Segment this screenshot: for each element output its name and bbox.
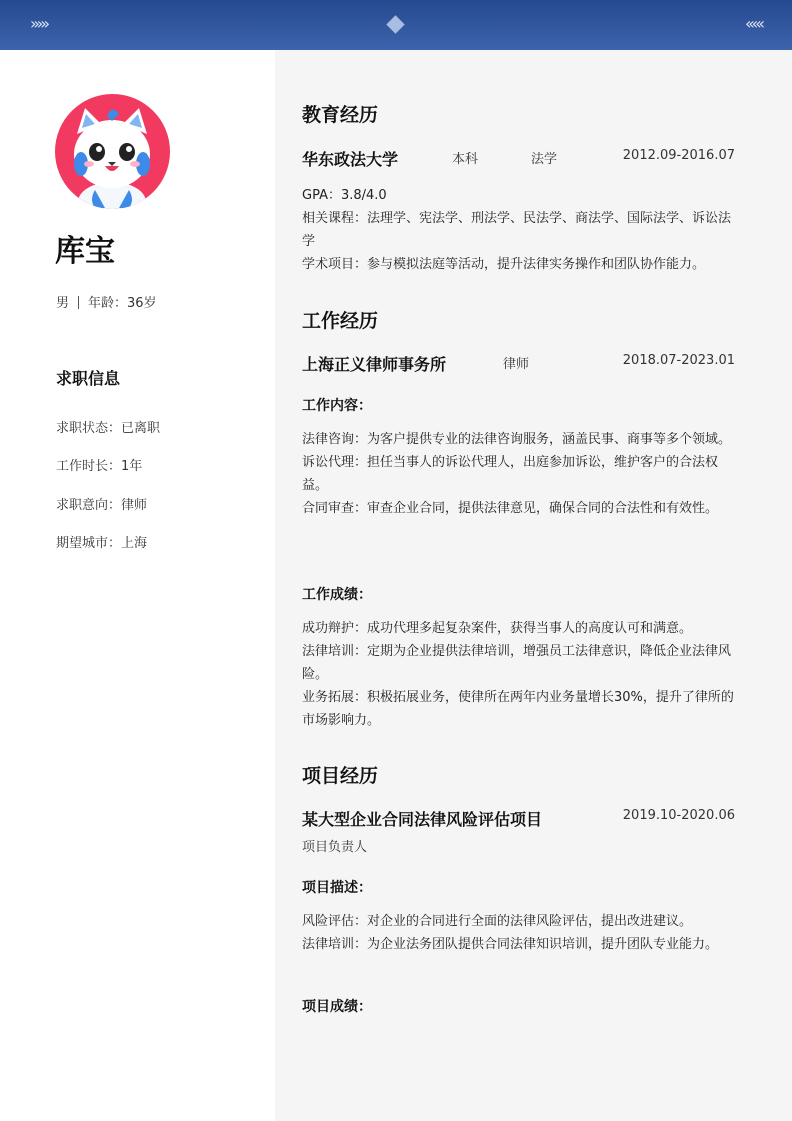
project-results-title: 项目成绩： <box>302 999 372 1015</box>
left-sidebar <box>0 50 275 1121</box>
major: 法学 <box>531 152 558 167</box>
list-item: 法律咨询：为客户提供专业的法律咨询服务，涵盖民事、商事等多个领域。 <box>302 432 732 447</box>
header-banner <box>0 0 792 50</box>
project-title: 项目经历 <box>302 765 379 787</box>
courses: 相关课程：法理学、宪法学、刑法学、民法学、商法学、国际法学、诉讼法学 <box>302 211 732 249</box>
chevron-left-icon: ‹‹‹‹‹ <box>745 14 762 33</box>
candidate-name: 库宝 <box>55 234 115 269</box>
work-period: 2018.07-2023.01 <box>622 353 735 368</box>
company-name: 上海正义律师事务所 <box>302 355 447 374</box>
project-desc-title: 项目描述： <box>302 880 372 896</box>
list-item: 法律培训：为企业法务团队提供合同法律知识培训，提升团队专业能力。 <box>302 937 719 952</box>
project-role: 项目负责人 <box>302 840 368 855</box>
job-status: 求职状态：已离职 <box>56 421 161 436</box>
divider <box>78 296 79 309</box>
list-item: 风险评估：对企业的合同进行全面的法律风险评估，提出改进建议。 <box>302 914 693 929</box>
work-duration: 工作时长：1年 <box>56 459 143 474</box>
list-item: 成功辩护：成功代理多起复杂案件，获得当事人的高度认可和满意。 <box>302 621 693 636</box>
job-info-title: 求职信息 <box>56 369 121 388</box>
list-item: 法律培训：定期为企业提供法律培训，增强员工法律意识，降低企业法律风险。 <box>302 644 732 682</box>
chevron-right-icon: ››››› <box>30 14 47 33</box>
age: 年龄：36岁 <box>88 296 157 311</box>
avatar <box>55 94 170 209</box>
work-achievements-title: 工作成绩： <box>302 587 372 603</box>
cat-mascot-icon <box>55 94 170 209</box>
gpa: GPA：3.8/4.0 <box>302 188 387 203</box>
school-name: 华东政法大学 <box>302 150 399 169</box>
gender: 男 <box>56 296 70 311</box>
basic-info <box>56 292 157 311</box>
work-achievements <box>302 617 742 732</box>
degree: 本科 <box>452 152 479 167</box>
work-content <box>302 428 742 520</box>
education-period: 2012.09-2016.07 <box>622 148 735 163</box>
work-title: 工作经历 <box>302 310 379 332</box>
list-item: 诉讼代理：担任当事人的诉讼代理人，出庭参加诉讼，维护客户的合法权益。 <box>302 455 719 493</box>
education-title: 教育经历 <box>302 104 379 126</box>
academic-projects: 学术项目：参与模拟法庭等活动，提升法律实务操作和团队协作能力。 <box>302 257 706 272</box>
position: 律师 <box>503 357 530 372</box>
work-content-title: 工作内容： <box>302 398 372 414</box>
project-name: 某大型企业合同法律风险评估项目 <box>302 810 543 829</box>
project-period: 2019.10-2020.06 <box>622 808 735 823</box>
list-item: 业务拓展：积极拓展业务，使律所在两年内业务量增长30%，提升了律所的市场影响力。 <box>302 690 734 728</box>
diamond-icon <box>386 15 404 33</box>
education-details <box>302 184 742 276</box>
list-item: 合同审查：审查企业合同，提供法律意见，确保合同的合法性和有效性。 <box>302 501 719 516</box>
project-desc <box>302 910 742 956</box>
expected-city: 期望城市：上海 <box>56 536 148 551</box>
job-intention: 求职意向：律师 <box>56 498 148 513</box>
